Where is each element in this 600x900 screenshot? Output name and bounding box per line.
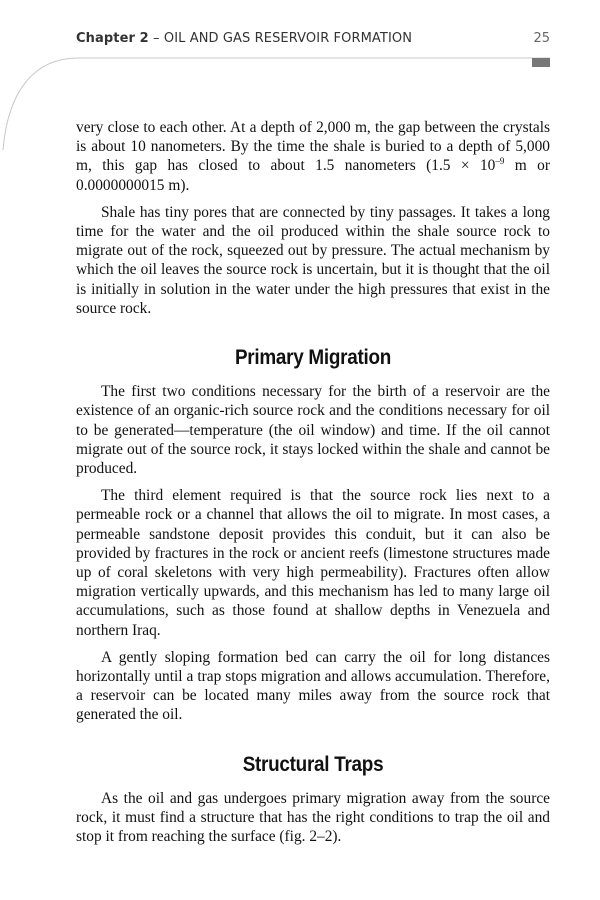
- running-header: [76, 31, 550, 51]
- paragraph-1-text: very close to each other. At a depth of 2,000 m, the gap between the crystals is about 10 nanometers. By the time the shale is buried to a depth of 5,000 m, this gap has closed to about 1.5 nanometers (1.5 × 10: [76, 119, 550, 175]
- paragraph-2: Shale has tiny pores that are connected by tiny passages. It takes a long time for the water and the oil produced within the shale source rock to migrate out of the rock, squeezed out by pressure. The actual mechanism by which the oil leaves the source rock is uncertain, but it is thought that the oil is initially in solution in the water under the high pressures that exist in the source rock.: [76, 203, 550, 317]
- paragraph-5: A gently sloping formation bed can carry the oil for long distances horizontally until a trap stops migration and allows accumulation. Therefore, a reservoir can be located many miles away from the source rock that generated the oil.: [76, 648, 550, 724]
- paragraph-6: As the oil and gas undergoes primary migration away from the source rock, it must find a structure that has the right conditions to trap the oil and stop it from reaching the surface (fig. 2–2).: [76, 789, 550, 846]
- page-number: 25: [533, 31, 550, 46]
- chapter-separator: –: [148, 31, 164, 46]
- chapter-number: Chapter 2: [76, 31, 149, 46]
- chapter-title: [76, 31, 412, 46]
- exponent: –9: [495, 156, 505, 167]
- chapter-name: OIL AND GAS RESERVOIR FORMATION: [163, 31, 413, 46]
- section-heading-primary-migration: Primary Migration: [234, 346, 392, 370]
- page-body: [76, 118, 550, 855]
- section-heading-structural-traps: Structural Traps: [242, 752, 384, 776]
- header-marker-block: [532, 58, 550, 67]
- paragraph-3: The first two conditions necessary for the birth of a reservoir are the existence of an organic-rich source rock and the conditions necessary for oil to be generated—temperature (the oil window) and time. If the oil cannot migrate out of the source rock, it stays locked within the shale and cannot be produced.: [76, 383, 550, 478]
- paragraph-1-end: m or 0.0000000015 m).: [76, 157, 550, 194]
- paragraph-1: [76, 118, 550, 195]
- paragraph-4: The third element required is that the source rock lies next to a permeable rock or a channel that allows the oil to migrate. In most cases, a permeable sandstone deposit provides this conduit, but it can also be provided by fractures in the rock or ancient reefs (limestone structures made up of coral skeletons with very high permeability). Fractures often allow migration vertically upwards, and this mechanism has led to many large oil accumulations, such as those found at shallow depths in Venezuela and northern Iraq.: [76, 487, 550, 639]
